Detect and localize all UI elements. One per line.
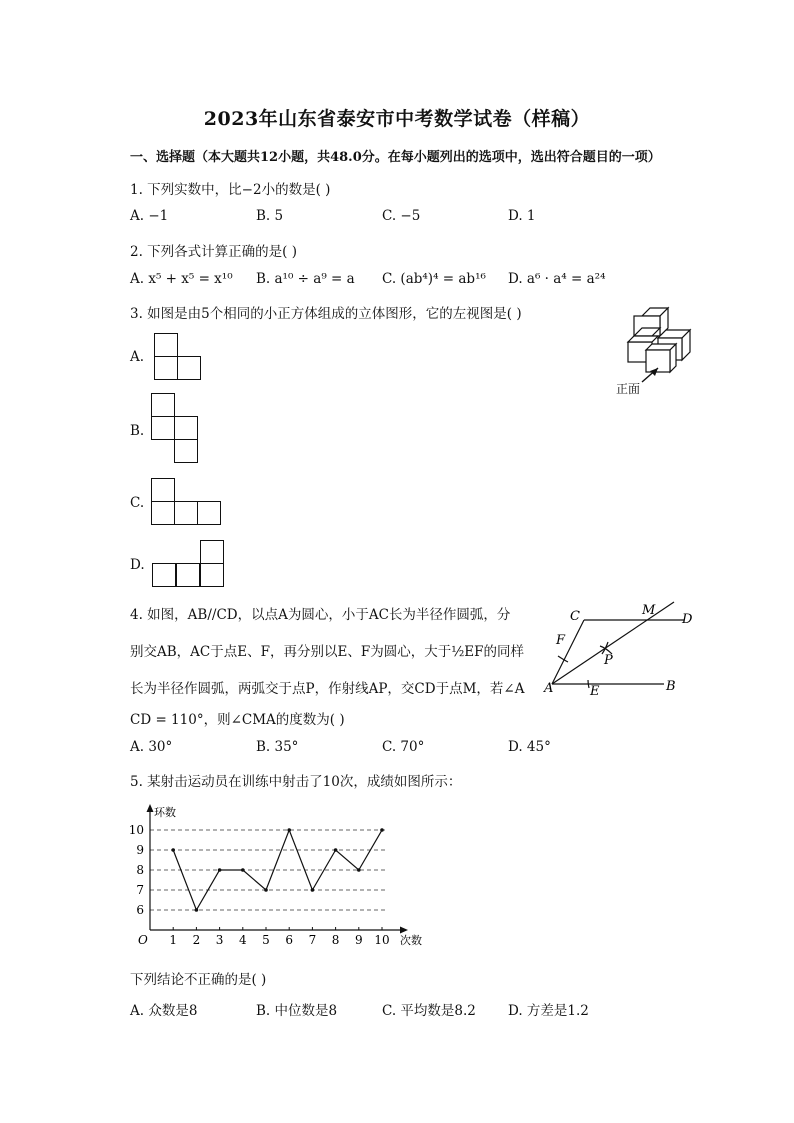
y-tick-label: 7 — [136, 883, 144, 897]
q4-label-f: F — [556, 633, 566, 648]
data-point — [380, 828, 384, 832]
data-point — [171, 848, 175, 852]
q4-label-b: B — [666, 679, 676, 694]
y-tick-label: 6 — [136, 903, 144, 917]
question-4-line-2: 别交AB，AC于点E、F，再分别以E、F为圆心，大于½EF的同样 — [130, 644, 524, 660]
question-4-line-4: CD = 110°，则∠CMA的度数为( ) — [130, 712, 345, 728]
question-3-stem: 3. 如图是由5个相同的小正方体组成的立体图形，它的左视图是( ) — [130, 306, 522, 322]
q5-line-chart — [130, 802, 430, 952]
question-5-stem: 5. 某射击运动员在训练中射击了10次，成绩如图所示： — [130, 774, 462, 790]
q4-label-d: D — [682, 612, 693, 627]
q2-option-b[interactable]: B. a¹⁰ ÷ a⁹ = a — [256, 271, 355, 287]
data-point — [218, 868, 222, 872]
page-title: 2023年山东省泰安市中考数学试卷（样稿） — [203, 108, 591, 130]
q1-option-c[interactable]: C. −5 — [382, 208, 421, 224]
q5-option-a[interactable]: A. 众数是8 — [130, 1003, 198, 1019]
q4-option-d[interactable]: D. 45° — [508, 739, 551, 755]
data-point — [195, 908, 199, 912]
x-tick-label: 9 — [354, 933, 363, 947]
x-tick-label: 4 — [238, 933, 247, 947]
data-point — [241, 868, 245, 872]
q2-option-c[interactable]: C. (ab⁴)⁴ = ab¹⁶ — [382, 271, 486, 287]
q1-option-b[interactable]: B. 5 — [256, 208, 284, 224]
q3-option-d[interactable]: D. — [130, 557, 145, 573]
q4-option-a[interactable]: A. 30° — [130, 739, 173, 755]
q4-label-m: M — [642, 603, 656, 618]
q5-option-c[interactable]: C. 平均数是8.2 — [382, 1003, 476, 1019]
x-tick-label: 5 — [262, 933, 270, 947]
x-tick-label: 1 — [169, 933, 178, 947]
q4-option-c[interactable]: C. 70° — [382, 739, 425, 755]
data-point — [357, 868, 361, 872]
data-point — [264, 888, 268, 892]
question-4-line-3: 长为半径作圆弧，两弧交于点P，作射线AP，交CD于点M，若∠A — [130, 681, 525, 697]
question-1-stem: 1. 下列实数中，比−2小的数是( ) — [130, 182, 331, 198]
q5-option-d[interactable]: D. 方差是1.2 — [508, 1003, 589, 1019]
x-tick-label: 6 — [285, 933, 294, 947]
question-2-stem: 2. 下列各式计算正确的是( ) — [130, 244, 297, 260]
front-view-label: 正面 — [616, 382, 641, 396]
section-heading: 一、选择题（本大题共12小题，共48.0分。在每小题列出的选项中，选出符合题目的一项） — [130, 150, 661, 165]
x-axis-arrow — [400, 927, 408, 934]
data-point — [287, 828, 291, 832]
x-tick-label: 3 — [215, 933, 224, 947]
q4-label-a: A — [544, 681, 554, 696]
x-tick-label: 2 — [192, 933, 201, 947]
origin-label: O — [138, 933, 148, 947]
data-point — [311, 888, 315, 892]
y-axis-title: 环数 — [154, 806, 176, 819]
q4-option-b[interactable]: B. 35° — [256, 739, 299, 755]
question-5-prompt: 下列结论不正确的是( ) — [130, 972, 267, 988]
q4-label-e: E — [590, 684, 600, 699]
x-tick-label: 8 — [331, 933, 340, 947]
q3-option-a[interactable]: A. — [130, 349, 145, 365]
data-point — [334, 848, 338, 852]
q4-label-c: C — [570, 609, 580, 624]
y-tick-label: 10 — [128, 823, 144, 837]
x-tick-label: 7 — [308, 933, 317, 947]
question-4-line-1: 4. 如图，AB//CD，以点A为圆心，小于AC长为半径作圆弧，分 — [130, 607, 511, 623]
q3-option-c[interactable]: C. — [130, 495, 145, 511]
q4-label-p: P — [604, 653, 613, 668]
x-axis-title: 次数 — [400, 934, 422, 947]
q4-geometry-figure — [538, 600, 708, 700]
q5-option-b[interactable]: B. 中位数是8 — [256, 1003, 338, 1019]
y-tick-label: 8 — [136, 863, 144, 877]
q1-option-d[interactable]: D. 1 — [508, 208, 536, 224]
y-tick-label: 9 — [136, 843, 144, 857]
q1-option-a[interactable]: A. −1 — [130, 208, 169, 224]
x-tick-label: 10 — [374, 933, 390, 947]
q2-option-d[interactable]: D. a⁶ · a⁴ = a²⁴ — [508, 271, 606, 287]
q2-option-a[interactable]: A. x⁵ + x⁵ = x¹⁰ — [130, 271, 233, 287]
y-axis-arrow — [147, 804, 154, 812]
q3-option-b[interactable]: B. — [130, 423, 145, 439]
